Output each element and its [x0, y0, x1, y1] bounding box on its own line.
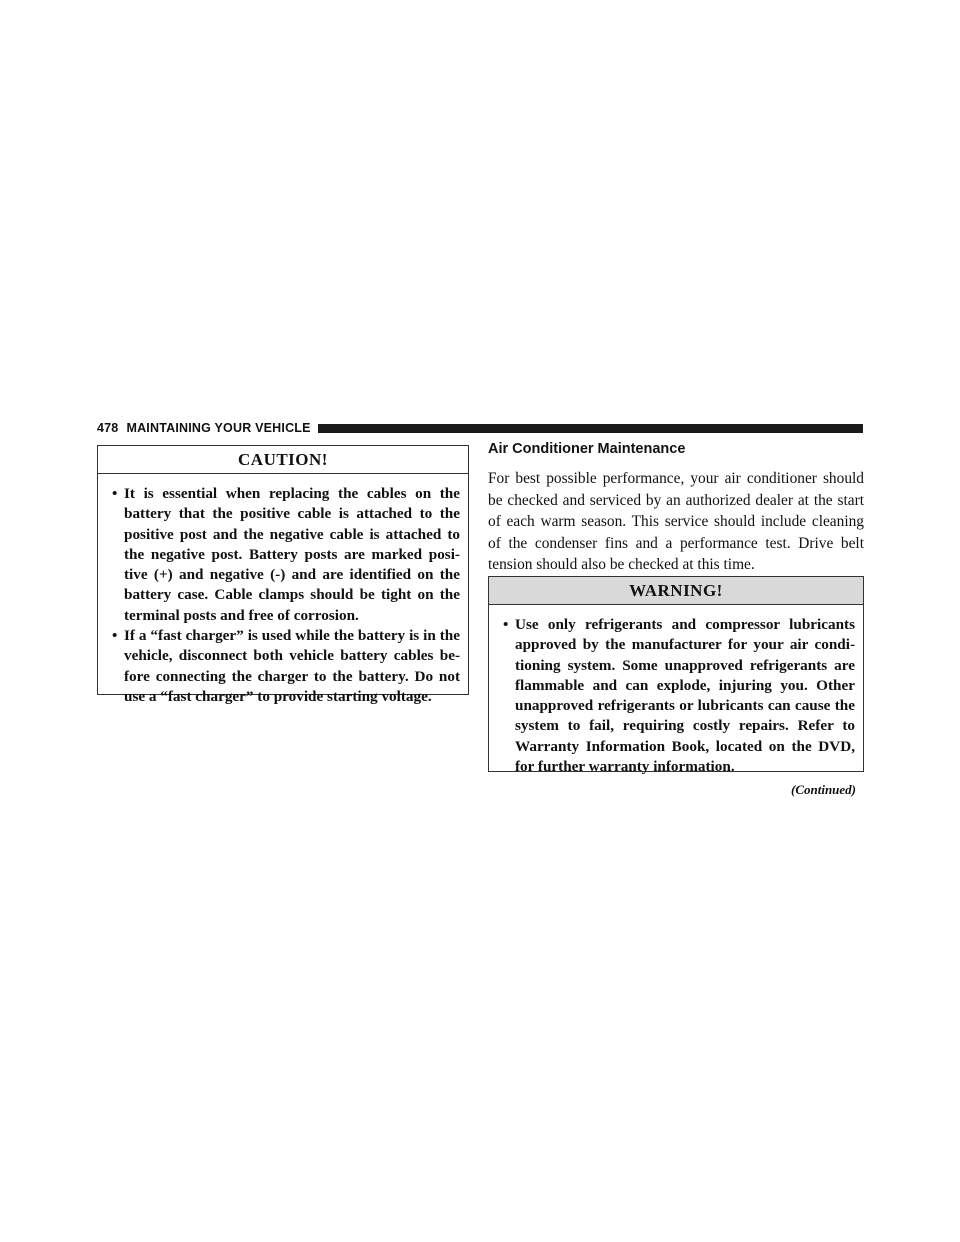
warning-item-1 [503, 615, 855, 777]
caution-body [98, 474, 468, 707]
warning-body [489, 605, 863, 777]
section-name: MAINTAINING YOUR VEHICLE [126, 421, 311, 435]
page-number: 478 [97, 421, 119, 435]
bullet-icon: • [503, 616, 509, 633]
page-header [97, 420, 863, 436]
caution-box [97, 445, 469, 705]
caution-title: CAUTION! [98, 446, 468, 474]
caution-item-2 [112, 626, 460, 707]
caution-item-text: It is essential when replacing the cables on the battery that the positive cable is attached to the positive post and the negative cable is attached to the negative post. Battery posts are marked posi-tive (+) and negative (-) and are identified on the battery case. Cable clamps should be tight on the terminal posts and free of corrosion. [124, 485, 460, 624]
section-heading: Air Conditioner Maintenance [488, 441, 686, 457]
bullet-icon: • [112, 627, 118, 645]
warning-title: WARNING! [489, 577, 863, 605]
continued-label: (Continued) [790, 782, 856, 797]
header-text [97, 421, 311, 435]
header-rule [318, 424, 863, 433]
warning-box [488, 576, 864, 776]
caution-item-1 [112, 484, 460, 626]
caution-item-text: If a “fast charger” is used while the battery is in the vehicle, disconnect both vehicle battery cables be-fore connecting the charger to the battery. Do not use a “fast charger” to provide starting voltage. [124, 627, 460, 705]
bullet-icon: • [112, 485, 118, 502]
warning-item-text: Use only refrigerants and compressor lubricants approved by the manufacturer for your air condi-tioning system. Some unapproved refrigerants are flammable and can explode, injuring you. Other unapproved refrigerants or lubricants can cause the system to fail, requiring costly repairs. Refer to Warranty Information Book, located on the DVD, for further warranty information. [515, 616, 855, 776]
section-paragraph: For best possible performance, your air conditioner should be checked and serviced by an authorized dealer at the start of each warm season. This service should include cleaning of the condenser fins and a performance test. Drive belt tension should also be checked at this time. [488, 470, 864, 573]
